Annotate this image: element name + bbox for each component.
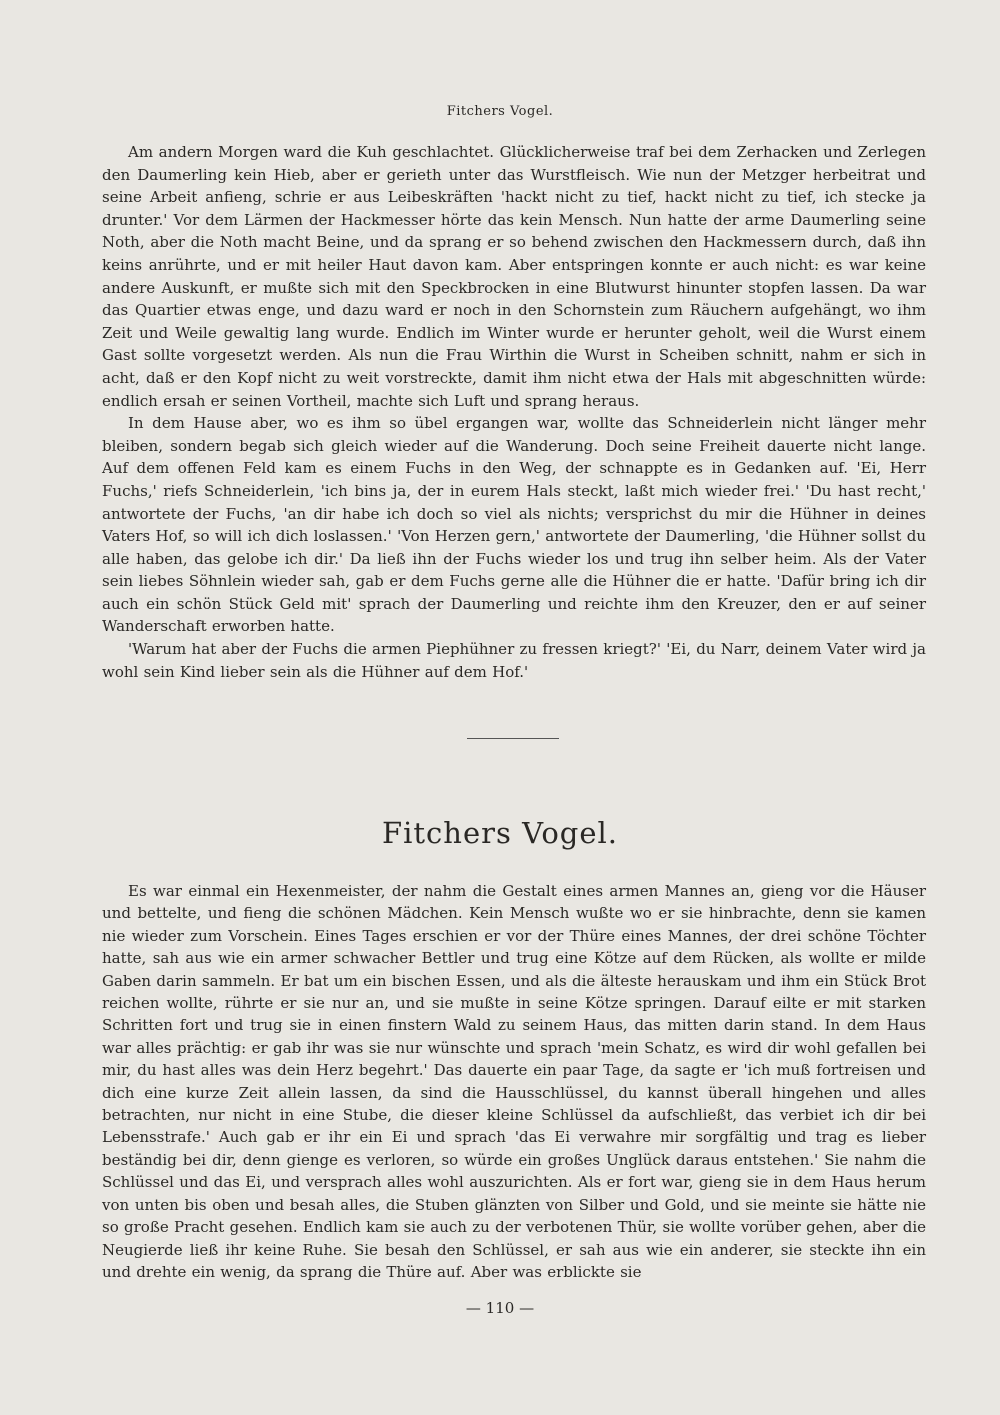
section-divider	[467, 738, 559, 739]
story-title: Fitchers Vogel.	[381, 816, 619, 850]
story-text	[102, 880, 926, 1283]
previous-story-text	[102, 141, 926, 683]
paragraph: In dem Hause aber, wo es ihm so übel ergangen war, wollte das Schneiderlein nicht länger mehr bleiben, sondern begab sich gleich wieder auf die Wanderung. Doch seine Freiheit dauerte nicht lange. Auf dem offenen Feld kam es einem Fuchs in den Weg, der schnappte es in Gedanken auf. 'Ei, Herr Fuchs,' riefs Schneiderlein, 'ich bins ja, der in eurem Hals steckt, laßt mich wieder frei.' 'Du hast recht,' antwortete der Fuchs, 'an dir habe ich doch so viel als nichts; versprichst du mir die Hühner in deines Vaters Hof, so will ich dich loslassen.' 'Von Herzen gern,' antwortete der Daumerling, 'die Hühner sollst du alle haben, das gelobe ich dir.' Da ließ ihn der Fuchs wieder los und trug ihn selber heim. Als der Vater sein liebes Söhnlein wieder sah, gab er dem Fuchs gerne alle die Hühner die er hatte. 'Dafür bring ich dir auch ein schön Stück Geld mit' sprach der Daumerling und reichte ihm den Kreuzer, den er auf seiner Wanderschaft erworben hatte.	[102, 414, 926, 636]
paragraph: 'Warum hat aber der Fuchs die armen Piephühner zu fressen kriegt?' 'Ei, du Narr, deinem Vater wird ja wohl sein Kind lieber sein als die Hühner auf dem Hof.'	[102, 640, 926, 681]
running-head: Fitchers Vogel.	[446, 104, 554, 119]
page-number: — 110 —	[465, 1299, 535, 1317]
paragraph: Am andern Morgen ward die Kuh geschlachtet. Glücklicherweise traf bei dem Zerhacken und Zerlegen den Daumerling kein Hieb, aber er gerieth unter das Wurstfleisch. Wie nun der Metzger herbeitrat und seine Arbeit anfieng, schrie er aus Leibeskräften 'hackt nicht zu tief, hackt nicht zu tief, ich stecke ja drunter.' Vor dem Lärmen der Hackmesser hörte das kein Mensch. Nun hatte der arme Daumerling seine Noth, aber die Noth macht Beine, und da sprang er so behend zwischen den Hackmessern durch, daß ihn keins anrührte, und er mit heiler Haut davon kam. Aber entspringen konnte er auch nicht: es war keine andere Auskunft, er mußte sich mit den Speckbrocken in eine Blutwurst hinunter stopfen lassen. Da war das Quartier etwas enge, und dazu ward er noch in den Schornstein zum Räuchern aufgehängt, wo ihm Zeit und Weile gewaltig lang wurde. Endlich im Winter wurde er herunter geholt, weil die Wurst einem Gast sollte vorgesetzt werden. Als nun die Frau Wirthin die Wurst in Scheiben schnitt, nahm er sich in acht, daß er den Kopf nicht zu weit vorstreckte, damit ihm nicht etwa der Hals mit abgeschnitten würde: endlich ersah er seinen Vortheil, machte sich Luft und sprang heraus.	[102, 143, 926, 410]
paragraph: Es war einmal ein Hexenmeister, der nahm die Gestalt eines armen Mannes an, gieng vor die Häuser und bettelte, und fieng die schönen Mädchen. Kein Mensch wußte wo er sie hinbrachte, denn sie kamen nie wieder zum Vorschein. Eines Tages erschien er vor der Thüre eines Mannes, der drei schöne Töchter hatte, sah aus wie ein armer schwacher Bettler und trug eine Kötze auf dem Rücken, als wollte er milde Gaben darin sammeln. Er bat um ein bischen Essen, und als die älteste herauskam und ihm ein Stück Brot reichen wollte, rührte er sie nur an, und sie mußte in seine Kötze springen. Darauf eilte er mit starken Schritten fort und trug sie in einen finstern Wald zu seinem Haus, das mitten darin stand. In dem Haus war alles prächtig: er gab ihr was sie nur wünschte und sprach 'mein Schatz, es wird dir wohl gefallen bei mir, du hast alles was dein Herz begehrt.' Das dauerte ein paar Tage, da sagte er 'ich muß fortreisen und dich eine kurze Zeit allein lassen, da sind die Hausschlüssel, du kannst überall hingehen und alles betrachten, nur nicht in eine Stube, die dieser kleine Schlüssel da aufschließt, das verbiet ich dir bei Lebensstrafe.' Auch gab er ihr ein Ei und sprach 'das Ei verwahre mir sorgfältig und trag es lieber beständig bei dir, denn gienge es verloren, so würde ein großes Unglück daraus entstehen.' Sie nahm die Schlüssel und das Ei, und versprach alles wohl auszurichten. Als er fort war, gieng sie in dem Haus herum von unten bis oben und besah alles, die Stuben glänzten von Silber und Gold, und sie meinte sie hätte nie so große Pracht gesehen. Endlich kam sie auch zu der verbotenen Thür, sie wollte vorüber gehen, aber die Neugierde ließ ihr keine Ruhe. Sie besah den Schlüssel, er sah aus wie ein anderer, sie steckte ihn ein und drehte ein wenig, da sprang die Thüre auf. Aber was erblickte sie	[102, 882, 926, 1281]
